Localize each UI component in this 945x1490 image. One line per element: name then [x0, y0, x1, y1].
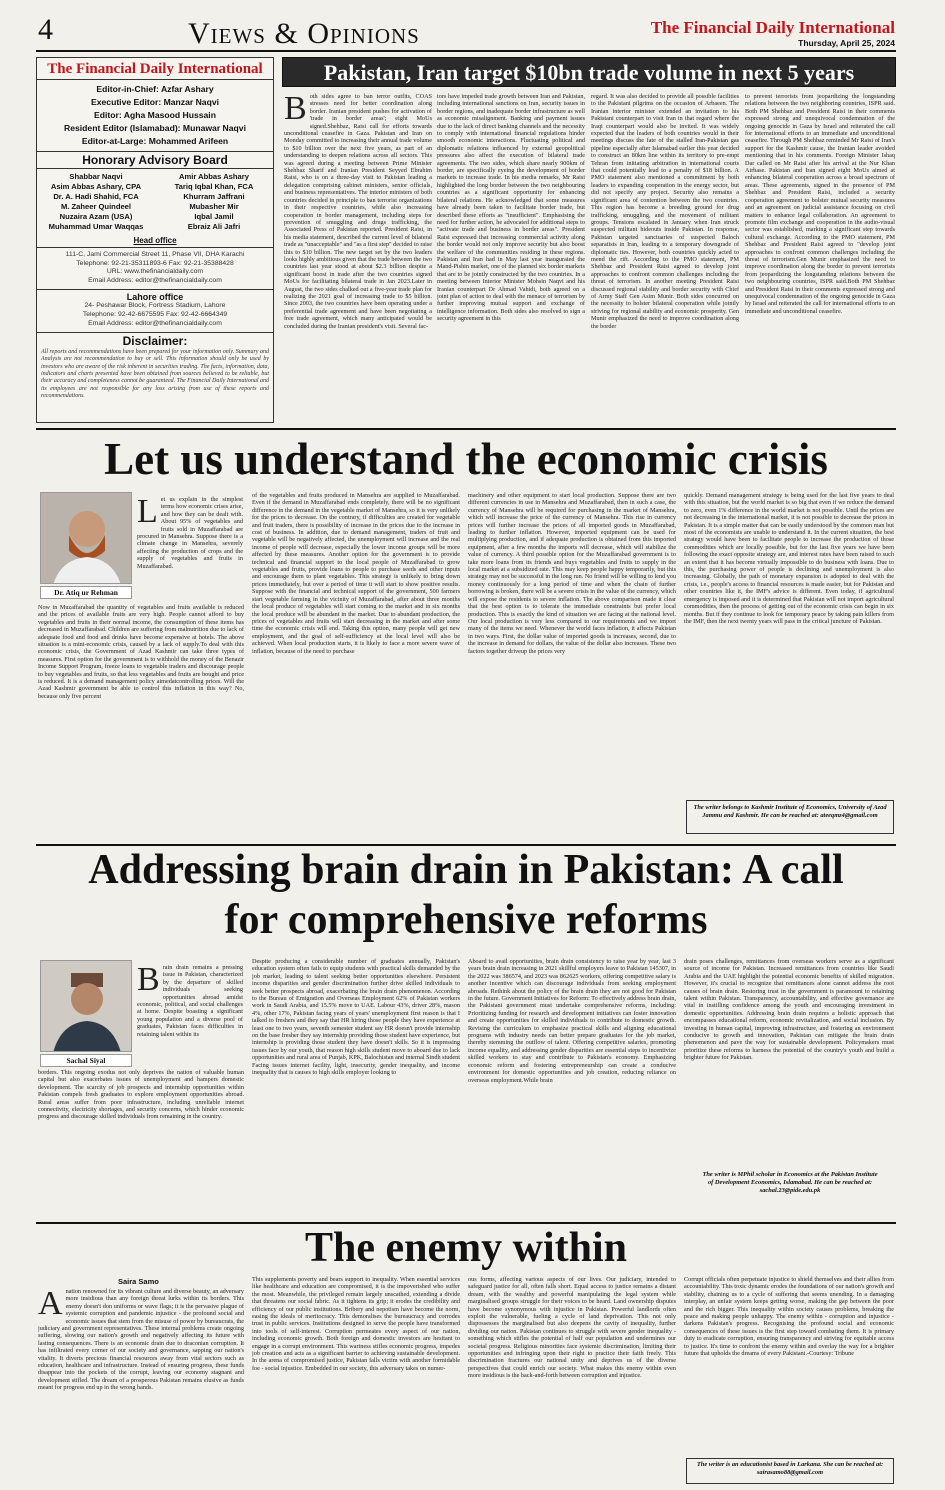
advisory-board — [37, 172, 273, 232]
board-member: Nuzaira Azam (USA) — [59, 212, 133, 221]
article1-col-2: tors have impeded trade growth between Iran and Pakistan, including international sanctions on Iran, security issues in border regions, and inadequate border infrastructure as well as economic misalignment. Banking and payment issues due to the lack of direct banking channels and the necessity to comply with international financial regulations hinder smooth economic interactions. Fluctuating political and diplomatic relations influenced by external geopolitical pressures also affect the execution of bilateral trade agreements. The two sides, which share nearly 900km of border, are specifically eyeing the development of border markets to increase trade. In his media remarks, Mr Raisi highlighted the long border between the two neighbouring countries as a significant opportunity for enhancing bilateral relations. He acknowledged that some measures have already been taken to facilitate border trade, but described these efforts as "insufficient". Emphasising the need for further action, he advocated for additional steps to "activate trade and business in border areas". President Raisi expressed that increasing commercial activity along the border would not only improve security but also boost the welfare of the communities residing in these regions. Pakistan and Iran had in May last year inaugurated the Mand-Pishin market, one of the planned six border markets that are to be jointly constructed by the two countries. In a meeting between Interior Minister Mohsin Naqvi and his Iranian counterpart Dr Ahmad Vahidi, both agreed on a joint plan of action to deal with the menace of terrorism by further improving mutual support and exchange of intelligence information. Both sides also resolved to sign a security agreement in this — [437, 93, 585, 323]
masthead-name: The Financial Daily International — [37, 58, 273, 80]
article3-col-2: Despite producing a considerable number of graduates annually, Pakistan's education system often fails to equip students with practical skills demanded by the job market, leading to talent seeking better opportunities elsewhere. Persistent income disparities and gender discrimination further drive skilled individuals to seek better prospects abroad, exacerbating the brain drain phenomenon. According to the Bureau of Emigration and Overseas Employment 62% of Pakistan workers work in Saudi Arabia, and 15.5% move to UAE. Labour 43%, driver 28%, mason 4%, other 17%, Pakistan facing years of years' unemployment first reason is that I talked to freshers and they say that HR hiring those people they have experience at least one to two years, seventh semester student say HR doesn't provide internship on the base fresher they say internship providing those student have experience, but internship is providing those student they have doesn't skills. So it is impressing issues face by our youth, that reason high skills student move to aboard due to lack opportunities and rural area of Punjab, KPK, Balochistan and internal Sindh student Facing issues internet facility, light, insecurity, gender inequality, and income inequality that is causes to high skills employer looking to — [252, 958, 460, 1077]
staff-list — [37, 80, 273, 148]
article1-text: oth sides agree to ban terror outfits, COAS stresses need for better coordination along border. Iranian president pushes for activation of 'trade in border areas'; eight MoUs signed.Shehbaz, Raisi call for efforts towards unconditional ceasefire in Gaza. Pakistan and Iran on Monday committed to increasing their annual trade volume to $10 billion over the next five years, as part of an understanding to deepen relations across all sectors. This was agreed during a meeting between Prime Minister Shehbaz Sharif and Iranian President Seyyed Ebrahim Raisi, who is on a three-day visit to Pakistan leading a delegation comprising cabinet ministers, senior officials, and business representatives. The interior ministers of both countries decided in principle to ban terrorist organizations in their respective countries, while also increasing cooperation in border management, including steps for prevention of smuggling and drugs trafficking, the Associated Press of Pakistan reported. President Raisi, in his media statement, described the current level of bilateral trade as "unacceptable" and "as a first step" decided to raise this to $10 billion. The new target set by the two leaders looks highly ambitious given that the trade between the two countries last year stood at about $2.3 billion despite a significant boost in trade after the two countries signed MoUs for facilitating bilateral trade in Jan 2023.Later in August, the two sides chalked out a five-year trade plan for realizing the 2021 goal of increasing trade to $5 billion. Since 2003, the two countries have been operating under a preferential trade agreement and have been negotiating a free trade agreement, which many anticipated would be concluded during the Iranian president's visit. Several fac- — [284, 93, 432, 330]
disclaimer-title: Disclaimer: — [37, 332, 273, 348]
article1-headline: Pakistan, Iran target $10bn trade volume in next 5 years — [323, 60, 855, 85]
author-name: Sachal Siyal — [40, 1054, 132, 1067]
staff-line: Editor-at-Large: Mohammed Arifeen — [81, 136, 229, 146]
article2-col-3: machinery and other equipment to start local production. Suppose there are two different currencies in use in Mansehra and Muzaffarabad, then in such a case, the currency of Mansehra will be required for purchasing in the market of Mansehra, which will increase the price of the currency of Mansehra. This rise in currency prices will further increase the prices of all imported goods in Muzaffarabad, leading to further inflation. However, imported equipment can be used for multiplying production, and if adequate production is obtained from this imported equipment, after a few months the imports will decrease, which will stabilize the value of currency. A third possible option for the Muzaffarabad government is to take more loans from its friends and buys vegetables and fruits to supply in the local market at a subsidized rate. This may keep people happy temporarily, but this strategy may not be successful in the long run. No friend will be willing to lend you money continuously for a long period of time and when the chain of further borrowing is broken, there will be a severe crisis in the value of the currency, which will expose the residents to severe inflation. The above comparison made it clear that the best option is to tolerate the immediate constraints but prefer local production. This is exactly the kind of situation we are facing at the national level. Our local production is very less compared to our requirements and we import many of the items we need. Whenever the world faces inflation, it affects Pakistan in two ways. First, the dollar value of imported goods is increases, second, due to the increase in demand for dollars, the value of the dollar also increases. These two factors together driveup the prices very — [468, 492, 676, 655]
header-paper-name: The Financial Daily International — [650, 18, 895, 37]
article3-headline-line1: Addressing brain drain in Pakistan: A call — [88, 847, 844, 893]
dropcap: A — [38, 1288, 63, 1322]
article4-col-1 — [38, 1288, 244, 1484]
disclaimer-text: All reports and recommendations have been prepared for your information only. Summary and Analysis are not recommendation to buy or sell. This information should only be used by investors who are aware of the risk inherent in securities trading. The facts, information, data, indicators and charts presented have been obtained from sources believed to be reliable, but their accuracy and completeness cannot be guaranteed. The Financial Daily International and its employees are not responsible for any loss arising from use of these reports and recommendations. — [41, 349, 269, 399]
staff-line: Resident Editor (Islamabad): Munawar Naqvi — [64, 123, 246, 133]
board-member: Muhammad Umar Waqqas — [48, 222, 144, 231]
article2-intro-text: et us explain in the simplest terms how economic crises arise, and how they can be dealt with. About 95% of vegetables and fruits sold in Muzaffarabad are procured in Mansehra. Suppose there is a climate change in Mansehra, severely affecting the production of crops and the supply of vegetables and fruits in Muzaffarabad. — [137, 496, 243, 570]
board-member: Asim Abbas Ashary, CPA — [50, 182, 142, 191]
head-office-line: URL: www.thefinancialdaily.com — [106, 268, 204, 276]
head-office-line: 111-C, Jami Commercial Street 11, Phase VII, DHA Karachi — [65, 251, 245, 258]
article1-col-3: regard. It was also decided to provide all possible facilities to the Pakistani pilgrims on the occasion of Arbaeen. The Iranian interior minister extended an invitation to his Pakistani counterpart to visit Iran in that regard where the Iraqi counterpart would also be invited. It was widely expected that the leaders of both countries would in their meetings discuss the fate of the stalled Iran-Pakistan gas pipeline especially after Islamabad earlier this year decided to construct an 80km line within its territory to pre-empt Tehran from initiating arbitration in international courts that could potentially lead to a penalty of $18 billion. A PMO statement also mentioned a commitment by both leaders to expanding cooperation in the energy sector, but did not specify any project. Security also remains a significant area of contention between the two countries. This region has become a breeding ground for drug trafficking, smuggling, and the movement of militant groups. Tensions escalated in January when Iran struck suspected militant hideouts inside Pakistan. In response, Pakistan targeted sanctuaries of suspected Baloch separatists in Iran, leading to a temporary downgrade of diplomatic ties. However, both countries quickly acted to mend the rift. According to the PMO statement, PM Shehbaz and President Raisi agreed to develop joint approaches to confront common challenges including the threat of terrorism. In another meeting President Raisi discussed regional stability and border security with Chief of Army Staff Gen Asim Munir. Both sides concurred on the necessity to bolster bilateral cooperation while jointly striving for regional stability and economic prosperity. Gen Munir emphasized the need to improve coordination along the border — [591, 93, 739, 330]
article3-col-4: drain poses challenges, remittances from overseas workers serve as a significant source of income for Pakistan. Increased remittances from countries like Saudi Arabia and the UAE highlight the potential economic benefits of skilled migration. However, it's crucial to recognize that remittances alone cannot address the root causes of brain drain. Restoring trust in the government is paramount to retaining talent within Pakistan. Transparency, accountability, and effective governance are vital in instilling confidence among the youth and encouraging investment in domestic opportunities. Addressing brain drain requires a holistic approach that encompasses educational reform, economic revitalization, and social inclusion. By investing in human capital, improving infrastructure, and fostering an environment conducive to growth and innovation, Pakistan can mitigate the brain drain phenomenon and pave the way for sustainable development. Policymakers must prioritize these reforms to harness the potential of the country's youth and build a brighter future for Pakistan. — [684, 958, 894, 1062]
header-rule — [36, 50, 896, 52]
article4-col-2: This supplements poverty and bears support to inequality. When essential services like healthcare and education are compromised, it is the impoverished who suffer the most. Meanwhile, the privileged remain largely unscathed, extending a divide that threatens our social fabric. As it tightens its grip; it erodes the credibility and efficiency of our public institutions. Bribery and nepotism have become the norm, easing the ideals of meritocracy. This demoralises the bureaucracy and corrodes trust in public services. Institutions designed to serve the people have transformed into tools of self-interest. Corruption permeates every aspect of our nation, including economic growth. Both foreign and domestic investors are hesitant to engage in a corrupt environment. This wariness stifles economic progress, impedes job creation and acts as a significant barrier to achieving sustainable development. In the arena of compromised justice, Pakistan falls victim with another formidable foe - social injustice. Embedded in our society, this adversary takes on numer- — [252, 1276, 460, 1372]
article2-writer-note: The writer belongs to Kashmir Institute of Economics, University of Azad Jammu and Kashmir. He can be reached at: ateeqmz4@gmail.com — [686, 800, 894, 834]
board-member: Amir Abbas Ashary — [179, 172, 249, 181]
article4-col-4: Corrupt officials often perpetuate injustice to shield themselves and their allies from accountability. This toxic dynamic erodes the foundations of our nation's growth and stability, chaining us to a cycle of suffering that seems unending. In a damaging interplay, an unfair system keeps getting worse, making the gap between the poor and the rich bigger. This inequality within society causes problems, breaking the peace and making people unhappy. The enemy within - corruption and injustice - darkens Pakistan's progress. Recognising the profound social and economic consequences of these issues is the first step toward combating them. It is primary duty to eradicate corruption, ensuring transparency and striving for equitable access to justice. It's time to confront the enemy within and overlay the way for a brighter future that upholds the dreams of every Pakistani.-Courtesy: Tribune — [684, 1276, 894, 1358]
divider — [36, 428, 896, 430]
board-member: Iqbal Jamil — [194, 212, 234, 221]
article3-intro-text: rain drain remains a pressing issue in Pakistan, characterized by the departure of skilled individuals seeking opportunities abroad amidst economic, political, and social challenges at home. Despite boasting a significant young population and a diverse pool of graduates, Pakistan faces difficulties in retaining talent within its — [137, 964, 243, 1038]
article3-intro — [137, 964, 243, 1068]
article4-writer-note: The writer is an educationist based in Larkana. She can be reached at: sairasamo88@gmail.com — [686, 1458, 894, 1484]
staff-line: Editor: Agha Masood Hussain — [94, 110, 216, 120]
lahore-office — [37, 302, 273, 328]
article3-col-3: Aboard to avail opportunities, brain drain consistency to raise year by year, last 3 years brain drain increasing in 2021 skillful employers leave to Pakistan 145307, in the 2022 was 386574, and 2023 was 862625 workers, offering competitive salary is another incentive which can discourage individuals from seeking employment abroads. Rethink about the policy of the brain drain they are not good for Pakistan in the future. Government Initiatives for Reform: To effectively address brain drain, the Pakistani government must undertake comprehensive reforms, including: Prioritizing funding for research and development initiatives can foster innovation and create opportunities for skilled individuals to contribute to domestic growth. Revising the curriculum to emphasize practical skills and aligning educational programs with industry needs can better prepare graduates for the job market, thereby stemming the outflow of talent. Offering competitive salaries, promoting income equality, and addressing gender disparities are essential steps to incentivize skilled workers to stay and contribute to Pakistan's economy. Emphasizing economic reform and fostering entrepreneurship can create a conducive environment for domestic opportunities and job creation, reducing reliance on overseas employment.While brain — [468, 958, 676, 1084]
article3-headline-line2: for comprehensive reforms — [224, 897, 708, 943]
article2-col-1: Now in Muzaffarabad the quantity of vegetables and fruits available is reduced and the prices of available fruits are very high. People cannot afford to buy vegetables and fruits in their normal income, the consumption of these items has decreased in Muzaffarabad. Children are suffering from malnutrition due to lack of adequate food and food and drinks have become expensive at hotels. The above situation is a mini-economic crisis, caused by a lack of supply.To deal with this economic crisis, the Government of Azad Kashmir can take three types of measures. First option for the government is to withhold the money of the Benazir Income Support Program, freeze loans to vegetable traders and discourage people to buy vegetables and fruits, so that less vegetables and fruits are bought and price is reduced. It is a demand management policy aimedatcontrolling prices. Will the Azad Kashmir government be able to control this inflation in this way? No, because only five percent — [38, 604, 244, 700]
author-photo — [40, 960, 132, 1052]
head-office-line: Email Address: editor@thefinancialdaily.com — [88, 276, 222, 284]
board-member: Khurram Jaffrani — [183, 192, 245, 201]
board-member: Shabbar Naqvi — [69, 172, 123, 181]
article2-intro — [137, 496, 243, 604]
board-member: M. Zaheer Quindeel — [60, 202, 132, 211]
article4-author: Saira Samo — [118, 1277, 159, 1286]
article4-text: nation renowned for its vibrant culture and diverse beauty, an adversary more insidious than any foreign threat lurks within its borders. This enemy doesn't don uniforms or wave flags; it is the pervasive plague of systemic corruption and pandemic injustice - the profound social and economic issues that stem from the misuse of power by bureaucrats, the judiciary and government representatives. These internal problems create ongoing suffering, slowing our nation's growth and negatively affecting its future with lasting consequences. There is an economic drain due to draconian corruption. It has infiltrated every corner of our society and governance, sapping our nation's vitality. It diverts precious financial resources away from vital sectors such as education, healthcare and infrastructure. Instead of ensuring progress, these funds disappear into the pockets of the corrupt, leaving our economy stagnant and development stifled. The dream of a prosperous Pakistan remains elusive as funds meant for progress end up in the wrong hands. — [38, 1288, 244, 1392]
dropcap: B — [284, 93, 307, 127]
author-name: Dr. Atiq ur Rehman — [40, 586, 132, 599]
article2-col-2: of the vegetables and fruits produced in Mansehra are supplied to Muzaffarabad. Even if the demand in Muzaffarabad ends completely, there will be no significant difference in the demand in the vegetable market of Mansehra, so it is very unlikely for the prices to decrease. On the contrary, if difficulties are created for vegetable and fruit traders, there is possibility of increase in the prices due to the increase in cost of business. In addition, due to demand management, traders of fruit and vegetable will be negatively affected, the unemployment will increase and the real income of people will decrease, especially the lower income groups will be more affected by these measures. Another option for the government is to provide technical and financial support to the local people of Muzaffarabad to grow vegetables and fruits, provide loans to people to purchase seeds and other inputs and encourage them to plant vegetables. This strategy is unlikely to bring down prices immediately, but over a period of time it will start to show positive results. Suppose with the financial and technical support of the government, 500 farmers start vegetable farming in the vicinity of Muzaffarabad, after about three months the local produce of vegetables will start coming to the market and in six months the local produce will be abundant in the market. Due to abundant production, the prices of vegetables and fruits will start decreasing in the market and after some time the economic crisis will end. Taking this option, many people will get new employment, and the goal of self-sufficiency at the local level will also be achieved. When local production starts, it is likely to face a more severe wave of inflation, because of the need to purchase — [252, 492, 460, 655]
page-number: 4 — [38, 13, 53, 46]
article2-col-4: quickly. Demand management strategy is being used for the last five years to deal with this situation, but the world market is so big that even if we reduce the demand to zero, even 1% difference in the world market is not possible. Until the prices are not decreasing in the international market, it is not possible to decrease the prices in Pakistan. It is a simple matter that can be easily understood by the common man but most of the economists are unable to understand it. In the current situation, the best strategy would have been to facilitate people to increase the production of those commodities which are locally possible, but for the last five years we have been following the exact opposite strategy are, and interest rates have been raised to such an extent that it has become virtually impossible to do business with loans. Due to this, the purchasing power of people is declining and unemployment is also increasing. Globally, the path of monetary expansion is adopted to deal with the crisis, i.e., people's access to financial resources is made easier, but for Pakistan and other countries like it, the IMF's advice is different. Even today, if agricultural emergency is imposed and it is determined that Pakistan will not import agricultural commodities, then the process of getting out of the economic crisis can begin in six months. But if they continue to look for temporary peace by taking pain killers from the IMF, then the next twenty years will pass in the critical juncture of Pakistan. — [684, 492, 894, 625]
person-icon — [41, 493, 132, 584]
board-member: Mubasher Mir — [189, 202, 239, 211]
article3-writer-note: The writer is MPhil scholar in Economics at the Pakistan Institute of Development Economics, Islamabad. He can be reached at: sachal.23@pide.edu.pk — [702, 1171, 878, 1194]
article1-col-1 — [284, 93, 432, 423]
article1-banner — [282, 57, 896, 87]
board-member: Dr. A. Hadi Shahid, FCA — [53, 192, 139, 201]
staff-line: Executive Editor: Manzar Naqvi — [91, 97, 219, 107]
article4-col-3: ous forms, affecting various aspects of our lives. Our judiciary, intended to safeguard justice for all, often falls short. Equal access to justice remains a distant dream, with the wealthy and powerful manipulating the legal system while marginalised groups struggle for their voices to be heard. Land ownership disputes have become synonymous with injustice in Pakistan. Powerful landlords often exploit the vulnerable, fueling a cycle of land deprivation. This not only dispossesses the marginalised but also deepens the cavity of inequality, further dividing our nation. Pakistan continues to struggle with severe gender inequality - something which stifles the potential of half our population and undermines our societal progress. Religious minorities face systemic discrimination, limiting their opportunities and infringing upon their right to practice their faith freely. This discrimination fractures our national unity and deprives us of the diverse perspectives that could enrich our society. What makes this enemy within even more insidious is the back-and-forth between corruption and injustice. — [468, 1276, 676, 1380]
lahore-office-line: Email Address: editor@thefinancialdaily.com — [88, 319, 222, 327]
section-title: Views & Opinions — [188, 17, 420, 50]
head-office-line: Telephone: 92-21-35311893-6 Fax: 92-21-35388428 — [76, 259, 234, 267]
advisory-board-title: Honorary Advisory Board — [37, 151, 273, 169]
article2-headline: Let us understand the economic crisis — [104, 434, 828, 484]
dropcap: L — [137, 496, 158, 530]
lahore-office-line: 24- Peshawar Block, Fortress Stadium, Lahore — [84, 302, 226, 310]
lahore-office-line: Telephone: 92-42-6675595 Fax: 92-42-6664349 — [82, 310, 228, 318]
author-photo — [40, 492, 132, 584]
head-office — [37, 251, 273, 285]
head-office-title: Head office — [37, 236, 273, 248]
staff-line: Editor-in-Chief: Azfar Ashary — [96, 84, 214, 94]
article1-col-4: to prevent terrorists from jeopardizing the longstanding relations between the two neighboring countries, ISPR said. Both PM Shehbaz and President Raisi in their comments expressed strong and unequivocal condemnation of the ongoing genocide in Gaza by Israel and reiterated the call for international efforts to an immediate and unconditional ceasefire. Through PM Shehbaz reminded Mr Raisi of Iran's support for the Kashmir cause, the Iranian leader avoided mentioning that in his comments. Foreign Minister Ishaq Dar called on Mr Raisi after his arrival at the Nur Khan Airbase. Pakistan and Iran signed eight MoUs aimed at enhancing bilateral cooperation across a broad spectrum of areas. These agreements, signed in the presence of PM Shehbaz and President Raisi, included a security cooperation agreement to bolster mutual security measures and an agreement on judicial assistance focusing on civil matters to enhance legal collaboration. An agreement to promote film exchange and cooperation in the audio-visual sector was established, marking a significant step towards cultural exchange. According to the PMO statement, PM Shehbaz and President Raisi agreed to "develop joint approaches to confront common challenges including the threat of terrorism.Gen Munir emphasized the need to improve coordination along the border to prevent terrorists from jeopardizing the longstanding relations between the two neighbouring countries, ISPR said.Both PM Shehbaz and President Raisi in their comments expressed strong and unequivocal condemnation of the ongoing genocide in Gaza by Israel and reiterated the call for international efforts to an immediate and unconditional ceasefire. — [745, 93, 895, 315]
article4-headline: The enemy within — [304, 1225, 627, 1271]
person-icon — [41, 961, 132, 1052]
board-member: Ebraiz Ali Jafri — [187, 222, 241, 231]
masthead-box — [36, 57, 274, 423]
header-date: Thursday, April 25, 2024 — [798, 38, 895, 48]
lahore-office-title: Lahore office — [37, 289, 273, 302]
dropcap: B — [137, 964, 160, 998]
article3-col-1: borders. This ongoing exodus not only deprives the nation of valuable human capital but also exacerbates issues of unemployment and hampers domestic development. The scarcity of job prospects and internship opportunities within Pakistan compels fresh graduates to explore employment opportunities abroad. Rural areas suffer from poor infrastructure, including unreliable internet connectivity, electricity shortages, and security concerns, which hinder economic progress and discourage skilled individuals from remaining in the country. — [38, 1069, 244, 1121]
board-member: Tariq Iqbal Khan, FCA — [174, 182, 254, 191]
